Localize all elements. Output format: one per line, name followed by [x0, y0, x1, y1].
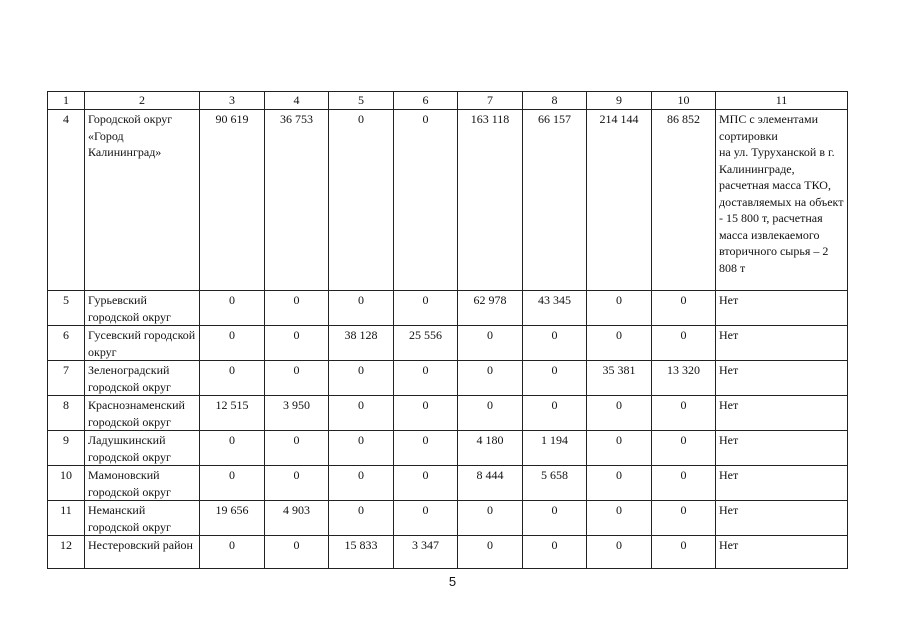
- district-name-cell: Нестеровский район: [85, 536, 200, 569]
- facility-note-cell: МПС с элементами сортировки на ул. Туруханской в г. Калининграде, расчетная масса ТКО, доставляемых на объект - 15 800 т, расчетная масса извлекаемого вторичного сырья – 2 808 т: [716, 110, 848, 291]
- table-header-row: [48, 92, 848, 110]
- value-cell: 0: [587, 396, 652, 431]
- value-cell: 12 515: [200, 396, 265, 431]
- value-cell: 0: [652, 396, 716, 431]
- value-cell: 0: [523, 396, 587, 431]
- facility-note-cell: Нет: [716, 536, 848, 569]
- value-cell: 0: [587, 291, 652, 326]
- district-name-cell: Ладушкинский городской округ: [85, 431, 200, 466]
- value-cell: 0: [329, 110, 394, 291]
- value-cell: 8 444: [458, 466, 523, 501]
- value-cell: 19 656: [200, 501, 265, 536]
- row-number-cell: 10: [48, 466, 85, 501]
- value-cell: 0: [329, 361, 394, 396]
- value-cell: 0: [200, 361, 265, 396]
- value-cell: 13 320: [652, 361, 716, 396]
- value-cell: 0: [200, 291, 265, 326]
- value-cell: 0: [200, 466, 265, 501]
- value-cell: 0: [652, 431, 716, 466]
- district-name-cell: Городской округ «Город Калининград»: [85, 110, 200, 291]
- value-cell: 0: [394, 361, 458, 396]
- value-cell: 15 833: [329, 536, 394, 569]
- table-row: [48, 501, 848, 536]
- value-cell: 0: [329, 396, 394, 431]
- table-row: [48, 291, 848, 326]
- header-cell: 3: [200, 92, 265, 110]
- value-cell: 62 978: [458, 291, 523, 326]
- value-cell: 0: [652, 326, 716, 361]
- table-row: [48, 361, 848, 396]
- value-cell: 86 852: [652, 110, 716, 291]
- waste-data-table: [47, 91, 848, 569]
- table-row: [48, 431, 848, 466]
- value-cell: 0: [329, 431, 394, 466]
- value-cell: 1 194: [523, 431, 587, 466]
- value-cell: 0: [200, 536, 265, 569]
- value-cell: 66 157: [523, 110, 587, 291]
- facility-note-cell: Нет: [716, 326, 848, 361]
- row-number-cell: 7: [48, 361, 85, 396]
- value-cell: 0: [652, 501, 716, 536]
- row-number-cell: 4: [48, 110, 85, 291]
- value-cell: 0: [265, 431, 329, 466]
- facility-note-cell: Нет: [716, 431, 848, 466]
- value-cell: 0: [265, 291, 329, 326]
- district-name-cell: Неманский городской округ: [85, 501, 200, 536]
- value-cell: 0: [394, 110, 458, 291]
- value-cell: 90 619: [200, 110, 265, 291]
- value-cell: 0: [652, 536, 716, 569]
- facility-note-cell: Нет: [716, 466, 848, 501]
- value-cell: 4 903: [265, 501, 329, 536]
- value-cell: 0: [523, 361, 587, 396]
- table-row: [48, 536, 848, 569]
- value-cell: 0: [265, 466, 329, 501]
- district-name-cell: Краснознаменский городской округ: [85, 396, 200, 431]
- header-cell: 1: [48, 92, 85, 110]
- value-cell: 0: [458, 536, 523, 569]
- district-name-cell: Гурьевский городской округ: [85, 291, 200, 326]
- facility-note-cell: Нет: [716, 361, 848, 396]
- value-cell: 0: [394, 431, 458, 466]
- value-cell: 0: [329, 501, 394, 536]
- value-cell: 0: [458, 501, 523, 536]
- facility-note-cell: Нет: [716, 396, 848, 431]
- table-row: [48, 326, 848, 361]
- value-cell: 0: [587, 536, 652, 569]
- value-cell: 0: [394, 291, 458, 326]
- value-cell: 0: [394, 466, 458, 501]
- facility-note-cell: Нет: [716, 291, 848, 326]
- header-cell: 7: [458, 92, 523, 110]
- district-name-cell: Гусевский городской округ: [85, 326, 200, 361]
- value-cell: 4 180: [458, 431, 523, 466]
- value-cell: 0: [458, 361, 523, 396]
- header-cell: 2: [85, 92, 200, 110]
- row-number-cell: 5: [48, 291, 85, 326]
- value-cell: 0: [265, 536, 329, 569]
- value-cell: 35 381: [587, 361, 652, 396]
- header-cell: 4: [265, 92, 329, 110]
- district-name-cell: Зеленоградский городской округ: [85, 361, 200, 396]
- value-cell: 0: [523, 326, 587, 361]
- value-cell: 0: [458, 326, 523, 361]
- table-row: [48, 396, 848, 431]
- value-cell: 0: [394, 396, 458, 431]
- district-name-cell: Мамоновский городской округ: [85, 466, 200, 501]
- value-cell: 0: [458, 396, 523, 431]
- header-cell: 5: [329, 92, 394, 110]
- header-cell: 10: [652, 92, 716, 110]
- value-cell: 0: [394, 501, 458, 536]
- value-cell: 0: [652, 291, 716, 326]
- value-cell: 0: [587, 501, 652, 536]
- header-cell: 11: [716, 92, 848, 110]
- value-cell: 0: [523, 501, 587, 536]
- value-cell: 0: [329, 466, 394, 501]
- facility-note-cell: Нет: [716, 501, 848, 536]
- value-cell: 0: [587, 466, 652, 501]
- value-cell: 5 658: [523, 466, 587, 501]
- value-cell: 38 128: [329, 326, 394, 361]
- value-cell: 0: [265, 361, 329, 396]
- header-cell: 6: [394, 92, 458, 110]
- value-cell: 0: [200, 326, 265, 361]
- row-number-cell: 11: [48, 501, 85, 536]
- value-cell: 25 556: [394, 326, 458, 361]
- value-cell: 36 753: [265, 110, 329, 291]
- header-cell: 8: [523, 92, 587, 110]
- value-cell: 3 347: [394, 536, 458, 569]
- value-cell: 0: [587, 431, 652, 466]
- table-row: [48, 110, 848, 291]
- row-number-cell: 6: [48, 326, 85, 361]
- value-cell: 0: [265, 326, 329, 361]
- row-number-cell: 8: [48, 396, 85, 431]
- value-cell: 0: [652, 466, 716, 501]
- value-cell: 0: [587, 326, 652, 361]
- row-number-cell: 12: [48, 536, 85, 569]
- page-number: 5: [448, 574, 457, 589]
- row-number-cell: 9: [48, 431, 85, 466]
- value-cell: 0: [523, 536, 587, 569]
- value-cell: 0: [200, 431, 265, 466]
- value-cell: 214 144: [587, 110, 652, 291]
- table-row: [48, 466, 848, 501]
- header-cell: 9: [587, 92, 652, 110]
- value-cell: 43 345: [523, 291, 587, 326]
- value-cell: 0: [329, 291, 394, 326]
- value-cell: 3 950: [265, 396, 329, 431]
- value-cell: 163 118: [458, 110, 523, 291]
